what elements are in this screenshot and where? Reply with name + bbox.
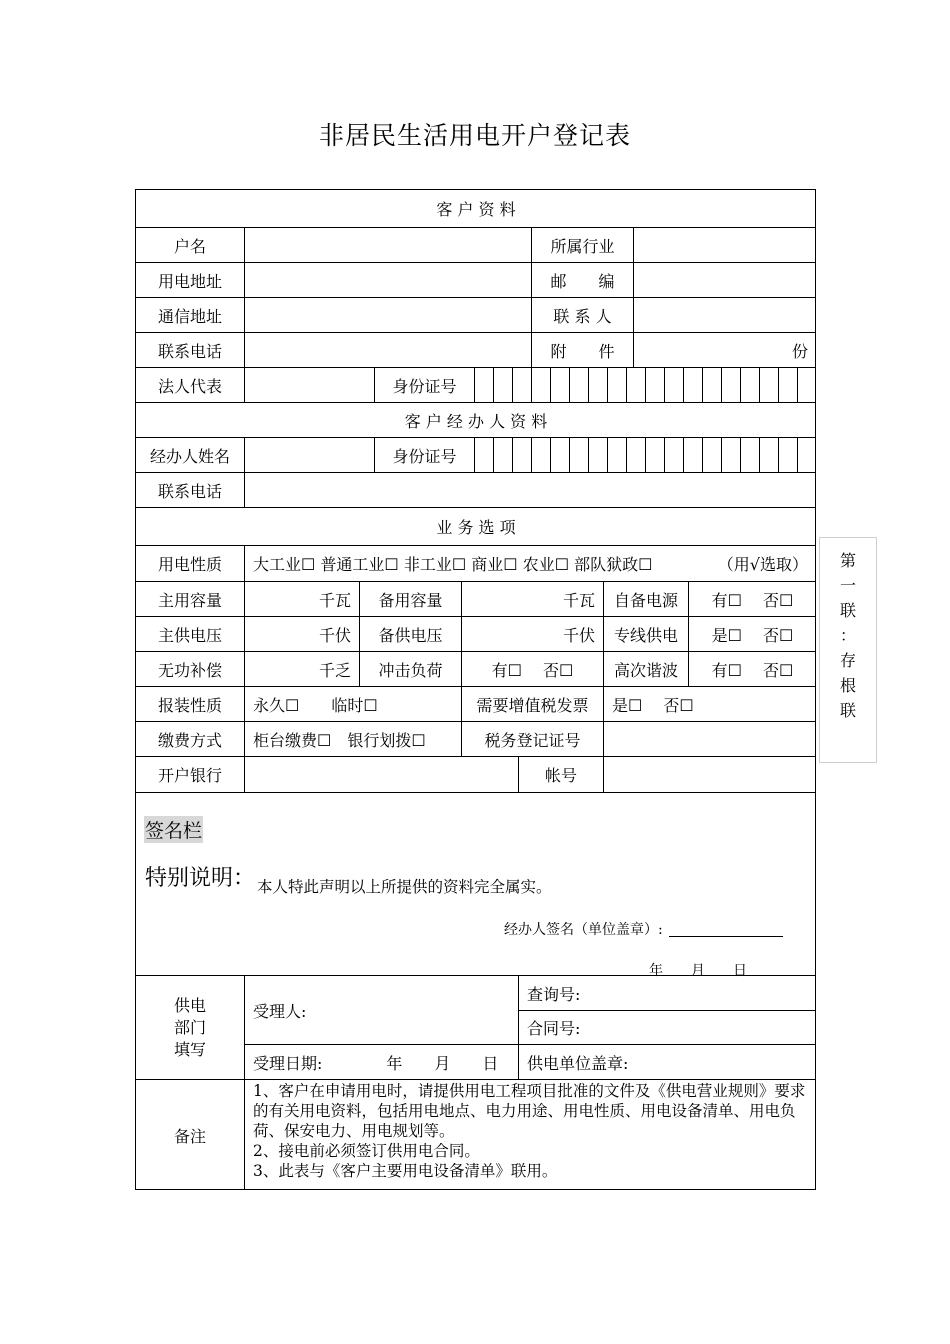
bank-field[interactable] <box>245 757 519 793</box>
main-capacity-field[interactable]: 千瓦 <box>245 582 360 617</box>
supplier-label-line-3: 填写 <box>173 1039 206 1059</box>
query-no-field[interactable]: 查询号: <box>519 976 816 1011</box>
stub-char-5: 存 <box>839 651 856 670</box>
supplier-label-line-2: 部门 <box>173 1017 206 1037</box>
tax-reg-field[interactable] <box>604 722 816 757</box>
install-type-label: 报装性质 <box>136 687 245 722</box>
section-customer-info: 客 户 资 料 <box>136 190 816 228</box>
agent-id-boxes[interactable] <box>475 438 816 473</box>
main-voltage-label: 主供电压 <box>136 617 245 652</box>
declaration-text: 本人特此声明以上所提供的资料完全属实。 <box>257 878 552 896</box>
payment-options[interactable]: 柜台缴费☐ 银行划拨☐ <box>245 722 462 757</box>
nature-label: 用电性质 <box>136 546 245 582</box>
payment-label: 缴费方式 <box>136 722 245 757</box>
copy-stub-label <box>819 537 877 763</box>
mail-address-label: 通信地址 <box>136 298 245 333</box>
main-capacity-label: 主用容量 <box>136 582 245 617</box>
supplier-label <box>136 976 245 1080</box>
remarks-text <box>253 1081 813 1181</box>
remark-line-2: 2、接电前必须签订供用电合同。 <box>253 1142 480 1160</box>
accept-date-field[interactable]: 受理日期: 年 月 日 <box>245 1045 519 1080</box>
signature-tag: 签名栏 <box>144 816 203 843</box>
account-label: 帐号 <box>519 757 604 793</box>
industry-label: 所属行业 <box>532 228 634 263</box>
stub-char-3: 联 <box>839 601 856 620</box>
agent-sign-line[interactable] <box>669 936 783 937</box>
vat-options[interactable]: 是☐ 否☐ <box>604 687 816 722</box>
section-agent-info: 客 户 经 办 人 资 料 <box>136 403 816 438</box>
agent-name-label: 经办人姓名 <box>136 438 245 473</box>
postcode-label: 邮 编 <box>532 263 634 298</box>
dedicated-line-label: 专线供电 <box>604 617 689 652</box>
backup-capacity-label: 备用容量 <box>360 582 462 617</box>
self-power-label: 自备电源 <box>604 582 689 617</box>
impact-load-label: 冲击负荷 <box>360 652 462 687</box>
receiver-field[interactable]: 受理人: <box>245 976 519 1045</box>
nature-options[interactable] <box>245 546 816 582</box>
legal-rep-id-label: 身份证号 <box>375 368 475 403</box>
agent-name-field[interactable] <box>245 438 375 473</box>
legal-rep-label: 法人代表 <box>136 368 245 403</box>
legal-rep-field[interactable] <box>245 368 375 403</box>
page-title: 非居民生活用电开户登记表 <box>318 121 631 150</box>
address-field[interactable] <box>245 263 532 298</box>
address-label: 用电地址 <box>136 263 245 298</box>
attachment-label: 附 件 <box>532 333 634 368</box>
agent-phone-field[interactable] <box>245 473 816 508</box>
nature-option-list[interactable]: 大工业☐ 普通工业☐ 非工业☐ 商业☐ 农业☐ 部队狱政☐ <box>253 555 653 574</box>
reactive-field[interactable]: 千乏 <box>245 652 360 687</box>
backup-voltage-field[interactable]: 千伏 <box>462 617 604 652</box>
stub-char-4: ： <box>839 626 856 645</box>
sign-date: 年 月 日 <box>649 963 747 979</box>
vat-label: 需要增值税发票 <box>462 687 604 722</box>
main-voltage-field[interactable]: 千伏 <box>245 617 360 652</box>
phone-field[interactable] <box>245 333 532 368</box>
agent-phone-label: 联系电话 <box>136 473 245 508</box>
agent-sign-label: 经办人签名（单位盖章）: <box>504 922 663 938</box>
harmonic-options[interactable]: 有☐ 否☐ <box>689 652 816 687</box>
contact-label: 联 系 人 <box>532 298 634 333</box>
reactive-label: 无功补偿 <box>136 652 245 687</box>
contact-field[interactable] <box>634 298 816 333</box>
remark-line-1: 1、客户在申请用电时，请提供用电工程项目批准的文件及《供电营业规则》要求的有关用电资料，包括用电地点、电力用途、用电性质、用电设备清单、用电负荷、保安电力、用电规划等。 <box>253 1082 806 1140</box>
tax-reg-label: 税务登记证号 <box>462 722 604 757</box>
impact-load-options[interactable]: 有☐ 否☐ <box>462 652 604 687</box>
signature-section <box>136 793 816 979</box>
mail-address-field[interactable] <box>245 298 532 333</box>
industry-field[interactable] <box>634 228 816 263</box>
phone-label: 联系电话 <box>136 333 245 368</box>
registration-form <box>135 189 816 1190</box>
dedicated-line-options[interactable]: 是☐ 否☐ <box>689 617 816 652</box>
bank-label: 开户银行 <box>136 757 245 793</box>
stub-char-1: 第 <box>839 551 856 570</box>
account-field[interactable] <box>604 757 816 793</box>
supplier-stamp-field[interactable]: 供电单位盖章: <box>519 1045 816 1080</box>
stub-char-2: 一 <box>839 576 856 595</box>
special-note-label: 特别说明： <box>145 866 256 891</box>
backup-capacity-field[interactable]: 千瓦 <box>462 582 604 617</box>
harmonic-label: 高次谐波 <box>604 652 689 687</box>
backup-voltage-label: 备供电压 <box>360 617 462 652</box>
postcode-field[interactable] <box>634 263 816 298</box>
supplier-label-line-1: 供电 <box>173 995 206 1015</box>
agent-id-label: 身份证号 <box>375 438 475 473</box>
attachment-field[interactable]: 份 <box>634 333 816 368</box>
name-label: 户名 <box>136 228 245 263</box>
name-field[interactable] <box>245 228 532 263</box>
section-business-options: 业 务 选 项 <box>136 508 816 546</box>
nature-hint: （用√选取） <box>717 555 808 574</box>
install-type-options[interactable]: 永久☐ 临时☐ <box>245 687 462 722</box>
contract-no-field[interactable]: 合同号: <box>519 1011 816 1045</box>
self-power-options[interactable]: 有☐ 否☐ <box>689 582 816 617</box>
remark-line-3: 3、此表与《客户主要用电设备清单》联用。 <box>253 1162 558 1180</box>
stub-char-7: 联 <box>839 701 856 720</box>
legal-rep-id-boxes[interactable] <box>475 368 816 403</box>
remarks-label: 备注 <box>136 1080 245 1190</box>
stub-char-6: 根 <box>839 676 856 695</box>
